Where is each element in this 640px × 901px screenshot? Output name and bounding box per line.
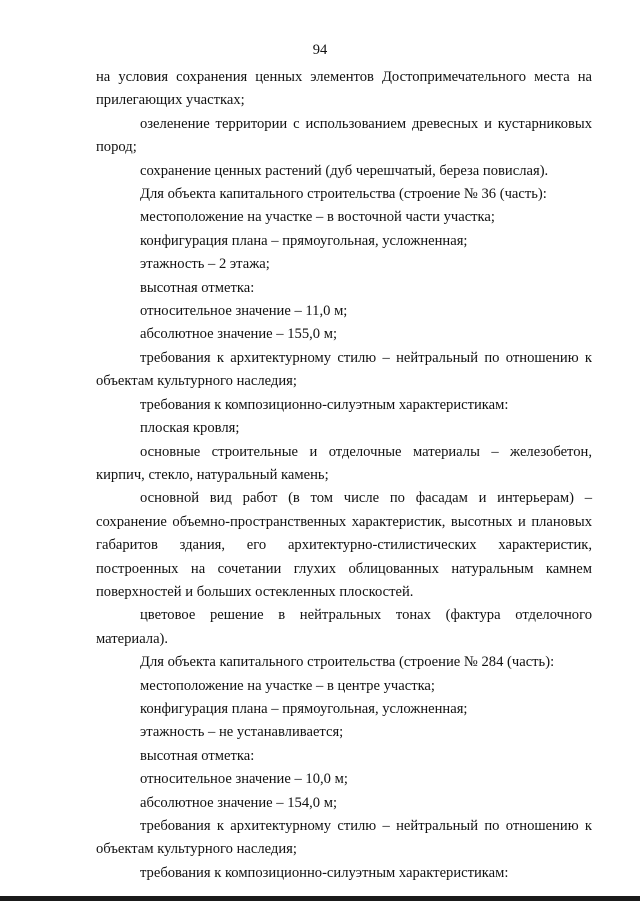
paragraph: плоская кровля;	[140, 420, 240, 437]
paragraph: этажность – 2 этажа;	[140, 256, 270, 273]
paragraph: местоположение на участке – в восточной части участка;	[140, 209, 495, 226]
paragraph: озеленение территории с использованием древесных и кустарниковых пород;	[96, 115, 592, 156]
scan-bottom-edge	[0, 896, 640, 901]
paragraph: основной вид работ (в том числе по фасадам и интерьерам) – сохранение объемно-пространственных характеристик, высотных и плановых габаритов здания, его архитектурно-стилистических характеристик, построенных на сочетании глухих облицованных натуральным камнем поверхностей и больших остекленных плоскостей.	[96, 490, 592, 600]
paragraph: на условия сохранения ценных элементов Достопримечательного места на прилегающих участках;	[96, 69, 592, 109]
paragraph: абсолютное значение – 154,0 м;	[140, 794, 338, 811]
paragraph: относительное значение – 11,0 м;	[140, 303, 348, 320]
paragraph: относительное значение – 10,0 м;	[140, 771, 348, 788]
paragraph: цветовое решение в нейтральных тонах (фактура отделочного материала).	[96, 607, 592, 647]
paragraph: требования к композиционно-силуэтным характеристикам:	[140, 864, 509, 881]
paragraph: высотная отметка:	[140, 279, 255, 296]
body-text	[96, 66, 592, 885]
paragraph: требования к архитектурному стилю – нейтральный по отношению к объектам культурного наследия;	[96, 818, 592, 858]
paragraph: абсолютное значение – 155,0 м;	[140, 326, 338, 343]
paragraph: сохранение ценных растений (дуб черешчатый, береза повислая).	[140, 162, 549, 179]
page-number: 94	[312, 42, 328, 58]
paragraph: этажность – не устанавливается;	[140, 724, 344, 741]
paragraph: основные строительные и отделочные материалы – железобетон, кирпич, стекло, натуральный камень;	[96, 443, 592, 483]
paragraph: местоположение на участке – в центре участка;	[140, 677, 435, 694]
paragraph: конфигурация плана – прямоугольная, усложненная;	[140, 232, 468, 249]
paragraph: Для объекта капитального строительства (строение № 36 (часть):	[140, 186, 547, 203]
paragraph: высотная отметка:	[140, 747, 255, 764]
paragraph: требования к композиционно-силуэтным характеристикам:	[140, 396, 509, 413]
paragraph: Для объекта капитального строительства (строение № 284 (часть):	[140, 654, 555, 671]
paragraph: конфигурация плана – прямоугольная, усложненная;	[140, 700, 468, 717]
paragraph: требования к архитектурному стилю – нейтральный по отношению к объектам культурного наследия;	[96, 349, 592, 390]
